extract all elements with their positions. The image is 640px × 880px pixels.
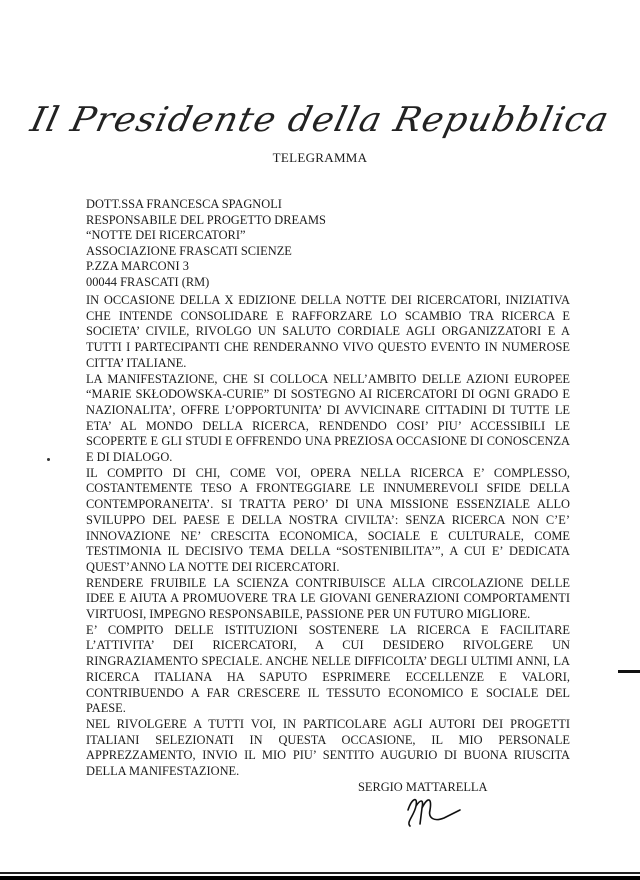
signatory-name: SERGIO MATTARELLA xyxy=(358,780,488,794)
handwritten-signature-icon xyxy=(400,792,490,832)
recipient-line: ASSOCIAZIONE FRASCATI SCIENZE xyxy=(86,243,292,258)
page-bottom-edge xyxy=(0,872,640,880)
paragraph: E’ COMPITO DELLE ISTITUZIONI SOSTENERE LA RICERCA E FACILITARE L’ATTIVITA’ DEI RICERCATORI, A CUI DESIDERO RIVOLGERE UN RINGRAZIAMENTO SPECIALE. ANCHE NELLE DIFFICOLTA’ DEGLI ULTIMI ANNI, LA RICERCA ITALIANA HA SAPUTO ESPRIMERE ECCELLENZE E VALORI, CONTRIBUENDO A FAR CRESCERE IL TESSUTO ECONOMICO E SOCIALE DEL PAESE. xyxy=(86,622,570,716)
letterhead-title: Il Presidente della Repubblica xyxy=(26,100,614,140)
paragraph: LA MANIFESTAZIONE, CHE SI COLLOCA NELL’AMBITO DELLE AZIONI EUROPEE “MARIE SKŁODOWSKA-CURIE” DI SOSTEGNO AI RICERCATORI DI OGNI GRADO E NAZIONALITA’, OFFRE L’OPPORTUNITA’ DI AVVICINARE CITTADINI DI TUTTE LE ETA’ AL MONDO DELLA RICERCA, RENDENDO COSI’ PIU’ ACCESSIBILI LE SCOPERTE E GLI STUDI E OFFRENDO UNA PREZIOSA OCCASIONE DI CONOSCENZA E DI DIALOGO. xyxy=(86,371,570,465)
document-type: TELEGRAMMA xyxy=(272,150,368,165)
recipient-line: DOTT.SSA FRANCESCA SPAGNOLI xyxy=(86,197,282,211)
recipient-line: P.ZZA MARCONI 3 xyxy=(86,259,189,273)
message-body xyxy=(86,293,570,780)
recipient-address xyxy=(86,197,326,290)
paragraph: IN OCCASIONE DELLA X EDIZIONE DELLA NOTTE DEI RICERCATORI, INIZIATIVA CHE INTENDE CONSOLIDARE E RAFFORZARE LO SCAMBIO TRA RICERCA E SOCIETA’ CIVILE, RIVOLGO UN SALUTO CORDIALE AGLI ORGANIZZATORI E A TUTTI I PARTECIPANTI CHE RENDERANNO VIVO QUESTO EVENTO IN NUMEROSE CITTA’ ITALIANE. xyxy=(86,293,570,370)
recipient-line: 00044 FRASCATI (RM) xyxy=(86,274,210,289)
paragraph: NEL RIVOLGERE A TUTTI VOI, IN PARTICOLARE AGLI AUTORI DEI PROGETTI ITALIANI SELEZIONATI IN QUESTA OCCASIONE, IL MIO PERSONALE APPREZZAMENTO, INVIO IL MIO PIU’ SENTITO AUGURIO DI BUONA RIUSCITA DELLA MANIFESTAZIONE. xyxy=(86,716,570,779)
paragraph: RENDERE FRUIBILE LA SCIENZA CONTRIBUISCE ALLA CIRCOLAZIONE DELLE IDEE E AIUTA A PROMUOVERE TRA LE GIOVANI GENERAZIONI COMPORTAMENTI VIRTUOSI, IMPEGNO RESPONSABILE, PASSIONE PER UN FUTURO MIGLIORE. xyxy=(86,575,570,622)
scan-artifact-dot xyxy=(47,458,50,461)
paragraph: IL COMPITO DI CHI, COME VOI, OPERA NELLA RICERCA E’ COMPLESSO, COSTANTEMENTE TESO A FRONTEGGIARE LE INNUMEREVOLI SFIDE DELLA CONTEMPORANEITA’. SI TRATTA PERO’ DI UNA MISSIONE ESSENZIALE ALLO SVILUPPO DEL PAESE E DELLA NOSTRA CIVILTA’: SENZA RICERCA NON C’E’ INNOVAZIONE NE’ CRESCITA ECONOMICA, SOCIALE E CULTURALE, COME TESTIMONIA IL DECISIVO TEMA DELLA “SOSTENIBILITA’”, A CUI E’ DEDICATA QUEST’ANNO LA NOTTE DEI RICERCATORI. xyxy=(86,465,570,574)
recipient-line: “NOTTE DEI RICERCATORI” xyxy=(86,228,246,242)
scan-artifact-mark xyxy=(618,670,640,673)
recipient-line: RESPONSABILE DEL PROGETTO DREAMS xyxy=(86,212,326,227)
